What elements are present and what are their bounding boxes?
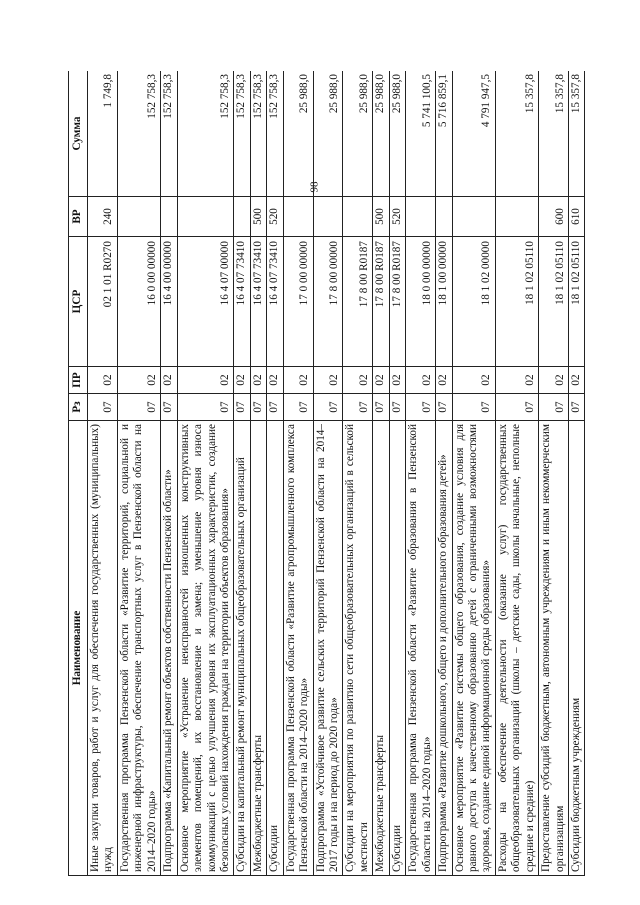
cell-csr: 18 1 00 00000 xyxy=(436,237,452,367)
cell-pr: 02 xyxy=(313,367,343,394)
cell-csr: 16 4 07 73410 xyxy=(267,237,283,367)
cell-rz: 07 xyxy=(452,394,495,421)
cell-vr xyxy=(177,197,234,237)
cell-name: Межбюджетные трансферты xyxy=(250,421,266,876)
table-row xyxy=(495,71,538,876)
cell-name: Основное мероприятие «Развитие системы общего образования, создание условия для равного доступа к качественному образованию детей с ограниченными возможностями здоровья, создание единой информационной среды образования» xyxy=(452,421,495,876)
cell-rz: 07 xyxy=(283,394,313,421)
cell-rz: 07 xyxy=(250,394,266,421)
table-row xyxy=(569,71,585,876)
cell-pr: 02 xyxy=(283,367,313,394)
cell-pr: 02 xyxy=(234,367,250,394)
cell-pr: 02 xyxy=(117,367,160,394)
cell-vr: 520 xyxy=(389,197,405,237)
cell-name: Государственная программа Пензенской области «Развитие образования в Пензенской области на 2014–2020 годы» xyxy=(406,421,436,876)
cell-name: Субсидии xyxy=(389,421,405,876)
cell-name: Подпрограмма «Развитие дошкольного, общего и дополнительного образования детей» xyxy=(436,421,452,876)
table-row xyxy=(117,71,160,876)
cell-vr: 600 xyxy=(539,197,569,237)
cell-sum: 25 988,0 xyxy=(373,71,389,197)
table-row xyxy=(313,71,343,876)
cell-name: Субсидии на капитальный ремонт муниципальных общеобразовательных организаций xyxy=(234,421,250,876)
cell-sum: 152 758,3 xyxy=(177,71,234,197)
cell-sum: 25 988,0 xyxy=(389,71,405,197)
cell-csr: 17 8 00 R0187 xyxy=(389,237,405,367)
cell-vr: 240 xyxy=(88,197,118,237)
header-rz: Рз xyxy=(69,394,88,421)
cell-csr: 18 1 02 05110 xyxy=(495,237,538,367)
cell-csr: 16 4 07 00000 xyxy=(177,237,234,367)
cell-csr: 17 8 00 R0187 xyxy=(373,237,389,367)
cell-vr xyxy=(283,197,313,237)
table-row xyxy=(250,71,266,876)
cell-pr: 02 xyxy=(161,367,177,394)
cell-sum: 152 758,3 xyxy=(117,71,160,197)
cell-rz: 07 xyxy=(343,394,373,421)
cell-rz: 07 xyxy=(313,394,343,421)
cell-rz: 07 xyxy=(234,394,250,421)
cell-name: Предоставление субсидий бюджетным, автономным учреждениям и иным некоммерческим организациям xyxy=(539,421,569,876)
cell-name: Подпрограмма «Устойчивое развитие сельских территорий Пензенской области на 2014–2017 годы и на период до 2020 года» xyxy=(313,421,343,876)
table-row xyxy=(234,71,250,876)
cell-sum: 152 758,3 xyxy=(267,71,283,197)
cell-vr xyxy=(161,197,177,237)
rotated-table-frame xyxy=(68,71,638,876)
cell-rz: 07 xyxy=(389,394,405,421)
cell-csr: 18 0 00 00000 xyxy=(406,237,436,367)
cell-sum: 4 791 947,5 xyxy=(452,71,495,197)
cell-rz: 07 xyxy=(117,394,160,421)
cell-sum: 25 988,0 xyxy=(313,71,343,197)
cell-pr: 02 xyxy=(343,367,373,394)
header-sum: Сумма xyxy=(69,71,88,197)
cell-csr: 18 1 02 05110 xyxy=(539,237,569,367)
cell-vr: 500 xyxy=(373,197,389,237)
cell-csr: 16 4 07 73410 xyxy=(250,237,266,367)
cell-name: Подпрограмма «Капитальный ремонт объектов собственности Пензенской области» xyxy=(161,421,177,876)
cell-vr xyxy=(313,197,343,237)
cell-sum: 152 758,3 xyxy=(250,71,266,197)
cell-rz: 07 xyxy=(539,394,569,421)
cell-pr: 02 xyxy=(452,367,495,394)
cell-sum: 152 758,3 xyxy=(161,71,177,197)
table-row xyxy=(177,71,234,876)
cell-rz: 07 xyxy=(88,394,118,421)
cell-vr xyxy=(452,197,495,237)
table-row xyxy=(88,71,118,876)
cell-vr xyxy=(234,197,250,237)
cell-sum: 5 741 100,5 xyxy=(406,71,436,197)
cell-pr: 02 xyxy=(495,367,538,394)
cell-rz: 07 xyxy=(161,394,177,421)
header-csr: ЦСР xyxy=(69,237,88,367)
cell-name: Межбюджетные трансферты xyxy=(373,421,389,876)
cell-vr: 520 xyxy=(267,197,283,237)
header-pr: ПР xyxy=(69,367,88,394)
header-vr: ВР xyxy=(69,197,88,237)
cell-rz: 07 xyxy=(436,394,452,421)
cell-csr: 16 4 07 73410 xyxy=(234,237,250,367)
cell-pr: 02 xyxy=(389,367,405,394)
cell-name: Субсидии xyxy=(267,421,283,876)
cell-pr: 02 xyxy=(373,367,389,394)
cell-sum: 25 988,0 xyxy=(343,71,373,197)
cell-sum: 15 357,8 xyxy=(569,71,585,197)
cell-vr xyxy=(343,197,373,237)
page-number-text: 98 xyxy=(308,181,320,193)
cell-sum: 15 357,8 xyxy=(539,71,569,197)
cell-csr: 18 1 02 00000 xyxy=(452,237,495,367)
cell-vr xyxy=(495,197,538,237)
table-row xyxy=(539,71,569,876)
cell-sum: 1 749,8 xyxy=(88,71,118,197)
cell-vr xyxy=(117,197,160,237)
cell-pr: 02 xyxy=(539,367,569,394)
cell-name: Основное мероприятие «Устранение неисправностей изношенных конструктивных элементов помещений, их восстановление и замена; уменьшение уровня износа коммуникаций с целью улучшения уровня их эксплуатационных характеристик, создание безопасных условий нахождения граждан на территории объектов образования» xyxy=(177,421,234,876)
table-row xyxy=(452,71,495,876)
cell-pr: 02 xyxy=(250,367,266,394)
cell-vr: 500 xyxy=(250,197,266,237)
header-name: Наименование xyxy=(69,421,88,876)
cell-sum: 5 716 859,1 xyxy=(436,71,452,197)
table-header-row xyxy=(69,71,88,876)
cell-rz: 07 xyxy=(373,394,389,421)
cell-csr: 17 0 00 00000 xyxy=(283,237,313,367)
table-row xyxy=(283,71,313,876)
table-row xyxy=(161,71,177,876)
cell-pr: 02 xyxy=(177,367,234,394)
table-row xyxy=(389,71,405,876)
cell-vr xyxy=(436,197,452,237)
cell-name: Субсидии бюджетным учреждениям xyxy=(569,421,585,876)
cell-sum: 152 758,3 xyxy=(234,71,250,197)
cell-rz: 07 xyxy=(267,394,283,421)
cell-name: Расходы на обеспечение деятельности (оказание услуг) государственных общеобразовательных организаций (школы – детские сады, школы начальные, неполные средние и средние) xyxy=(495,421,538,876)
cell-name: Иные закупки товаров, работ и услуг для обеспечения государственных (муниципальных) нужд xyxy=(88,421,118,876)
cell-name: Субсидии на мероприятия по развитию сети общеобразовательных организаций в сельской местности xyxy=(343,421,373,876)
cell-csr: 02 1 01 R0270 xyxy=(88,237,118,367)
cell-sum: 15 357,8 xyxy=(495,71,538,197)
table-row xyxy=(436,71,452,876)
table-row xyxy=(373,71,389,876)
cell-rz: 07 xyxy=(177,394,234,421)
cell-rz: 07 xyxy=(569,394,585,421)
cell-pr: 02 xyxy=(406,367,436,394)
cell-csr: 16 0 00 00000 xyxy=(117,237,160,367)
cell-pr: 02 xyxy=(267,367,283,394)
cell-name: Государственная программа Пензенской области «Развитие территорий, социальной и инженерной инфраструктуры, обеспечение транспортных услуг в Пензенской области на 2014–2020 годы» xyxy=(117,421,160,876)
cell-pr: 02 xyxy=(436,367,452,394)
table-row xyxy=(406,71,436,876)
cell-name: Государственная программа Пензенской области «Развитие агропромышленного комплекса Пензенской области на 2014–2020 годы» xyxy=(283,421,313,876)
cell-sum: 25 988,0 xyxy=(283,71,313,197)
table-row xyxy=(267,71,283,876)
table-row xyxy=(343,71,373,876)
cell-pr: 02 xyxy=(569,367,585,394)
cell-pr: 02 xyxy=(88,367,118,394)
cell-csr: 17 8 00 R0187 xyxy=(343,237,373,367)
cell-vr xyxy=(406,197,436,237)
cell-csr: 16 4 00 00000 xyxy=(161,237,177,367)
cell-csr: 17 8 00 00000 xyxy=(313,237,343,367)
cell-vr: 610 xyxy=(569,197,585,237)
cell-csr: 18 1 02 05110 xyxy=(569,237,585,367)
budget-table xyxy=(68,71,585,876)
cell-rz: 07 xyxy=(406,394,436,421)
budget-table-container xyxy=(68,71,638,876)
cell-rz: 07 xyxy=(495,394,538,421)
